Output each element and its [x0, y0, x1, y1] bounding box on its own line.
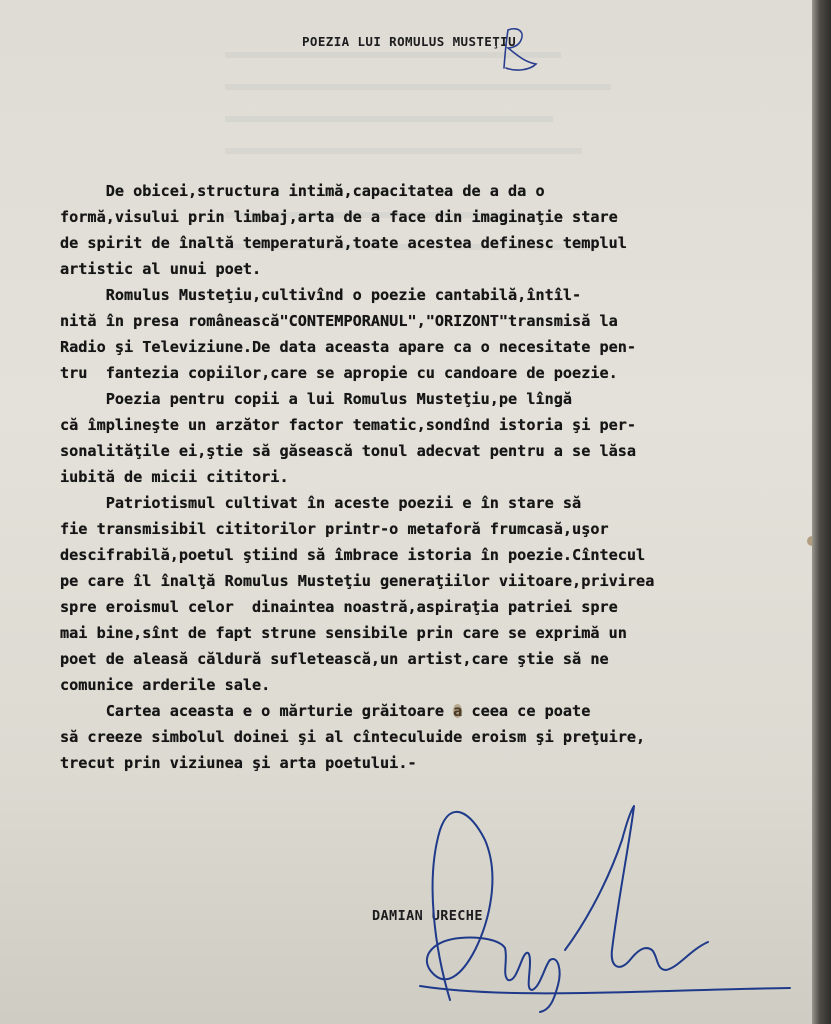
document-title: POEZIA LUI ROMULUS MUSTEŢIU [302, 34, 516, 49]
text-line: trecut prin viziunea şi arta poetului.- [60, 754, 417, 772]
text-line: artistic al unui poet. [60, 260, 262, 278]
ink-stain [453, 704, 462, 718]
text-line: Poezia pentru copii a lui Romulus Musteţiu,pe lîngă [60, 390, 573, 408]
text-line: spre eroismul celor dinaintea noastră,aspiraţia patriei spre [60, 598, 618, 616]
paragraph [60, 178, 812, 282]
text-line: pe care îl înalţă Romulus Musteţiu generaţiilor viitoare,privirea [60, 572, 655, 590]
text-line: poet de aleasă căldură sufletească,un artist,care ştie să ne [60, 650, 609, 668]
text-line: Patriotismul cultivat în aceste poezii e în stare să [60, 494, 582, 512]
text-line: tru fantezia copiilor,care se apropie cu candoare de poezie. [60, 364, 618, 382]
text-line: fie transmisibil cititorilor printr-o metaforă frumcasă,uşor [60, 520, 609, 538]
handwritten-signature [390, 800, 810, 1020]
document-body [60, 178, 812, 776]
signature-name: DAMIAN URECHE [372, 908, 483, 924]
paragraph [60, 490, 812, 698]
text-line: mai bine,sînt de fapt strune sensibile prin care se exprimă un [60, 624, 627, 642]
text-line: de spirit de înaltă temperatură,toate acestea definesc templul [60, 234, 627, 252]
text-line: formă,visului prin limbaj,arta de a face din imaginaţie stare [60, 208, 618, 226]
page-edge-shadow [812, 0, 831, 1024]
text-line: să creeze simbolul doinei şi al cînteculuide eroism şi preţuire, [60, 728, 646, 746]
text-line: că împlineşte un arzător factor tematic,sondînd istoria şi per- [60, 416, 637, 434]
text-line: nită în presa românească"CONTEMPORANUL","ORIZONT"transmisă la [60, 312, 618, 330]
text-line: descifrabilă,poetul ştiind să îmbrace istoria în poezie.Cîntecul [60, 546, 646, 564]
text-line: Romulus Musteţiu,cultivînd o poezie cantabilă,întîl- [60, 286, 582, 304]
text-line: comunice arderile sale. [60, 676, 271, 694]
paragraph [60, 386, 812, 490]
paragraph [60, 698, 812, 776]
text-line: sonalităţile ei,ştie să găsească tonul adecvat pentru a se lăsa [60, 442, 637, 460]
handwritten-r-mark [496, 24, 540, 74]
paragraph [60, 282, 812, 386]
text-line: iubită de micii cititori. [60, 468, 289, 486]
text-line: De obicei,structura intimă,capacitatea de a da o [60, 182, 545, 200]
text-line: Radio şi Televiziune.De data aceasta apare ca o necesitate pen- [60, 338, 637, 356]
text-line: Cartea aceasta e o mărturie grăitoare a ceea ce poate [60, 702, 591, 720]
